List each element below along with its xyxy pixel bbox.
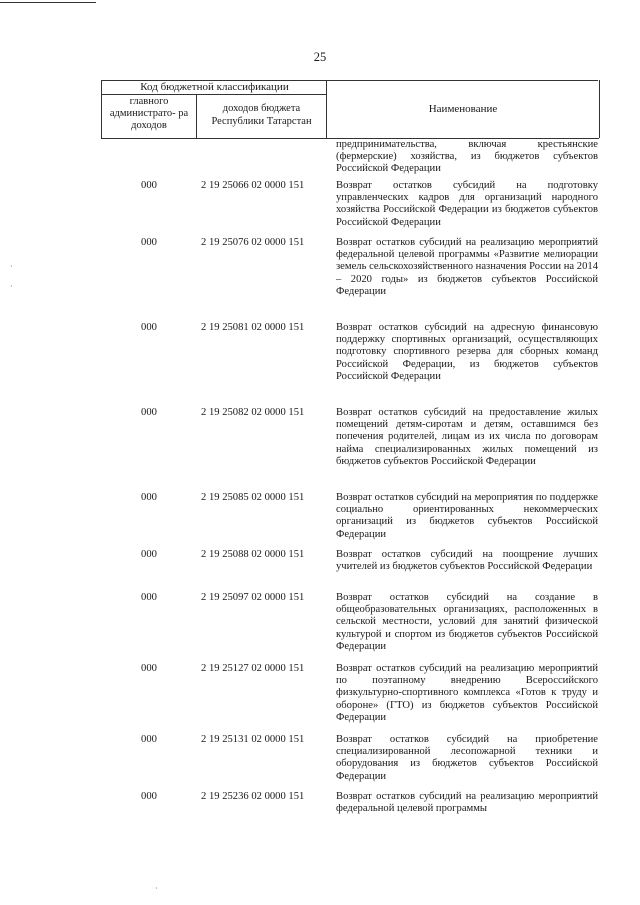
header-admin-column: главного администрато- ра доходов — [101, 94, 197, 138]
row-name: Возврат остатков субсидий на мероприятия по поддержке социально ориентированных некоммерческих организаций из бюджетов субъектов Российской Федерации — [336, 492, 598, 540]
row-name: Возврат остатков субсидий на поощрение лучших учителей из бюджетов субъектов Российской Федерации — [336, 549, 598, 573]
admin-code: 000 — [141, 180, 157, 191]
scan-mark: · — [155, 884, 158, 893]
row-name: Возврат остатков субсидий на подготовку управленческих кадров для организаций народного хозяйства Российской Федерации из бюджетов субъектов Российской Федерации — [336, 180, 598, 228]
budget-code: 2 19 25085 02 0000 151 — [201, 492, 305, 503]
budget-code: 2 19 25097 02 0000 151 — [201, 592, 305, 603]
budget-code: 2 19 25076 02 0000 151 — [201, 237, 305, 248]
budget-code: 2 19 25088 02 0000 151 — [201, 549, 305, 560]
admin-code: 000 — [141, 663, 157, 674]
row-name: Возврат остатков субсидий на реализацию мероприятий федеральной целевой программы «Развитие мелиорации земель сельскохозяйственного назначения России на 2014 – 2020 годы» из бюджетов субъектов Российской Федерации — [336, 237, 598, 297]
page-number: 25 — [313, 50, 327, 64]
row-name: Возврат остатков субсидий на приобретение специализированной лесопожарной техники и оборудования из бюджетов субъектов Российской Федерации — [336, 734, 598, 782]
corner-rule — [0, 2, 96, 3]
admin-code: 000 — [141, 549, 157, 560]
admin-code: 000 — [141, 407, 157, 418]
row-name: Возврат остатков субсидий на создание в общеобразовательных организациях, расположенных в сельской местности, условий для занятий физической культурой и спортом из бюджетов субъектов Российской Федерации — [336, 592, 598, 652]
budget-code: 2 19 25081 02 0000 151 — [201, 322, 305, 333]
budget-code: 2 19 25082 02 0000 151 — [201, 407, 305, 418]
row-name: Возврат остатков субсидий на реализацию мероприятий по поэтапному внедрению Всероссийского физкультурно-спортивного комплекса «Готов к труду и обороне» (ГТО) из бюджетов субъектов Российской Федерации — [336, 663, 598, 723]
budget-code: 2 19 25066 02 0000 151 — [201, 180, 305, 191]
scan-mark: · — [10, 282, 13, 291]
row-name: Возврат остатков субсидий на адресную финансовую поддержку спортивных организаций, осуществляющих подготовку спортивного резерва для сборных команд Российской Федерации, из бюджетов субъектов Российской Федерации — [336, 322, 598, 382]
budget-code: 2 19 25131 02 0000 151 — [201, 734, 305, 745]
admin-code: 000 — [141, 492, 157, 503]
header-group-label: Код бюджетной классификации — [101, 80, 327, 95]
budget-code: 2 19 25127 02 0000 151 — [201, 663, 305, 674]
admin-code: 000 — [141, 791, 157, 802]
row-name: Возврат остатков субсидий на реализацию мероприятий федеральной целевой программы — [336, 791, 598, 815]
continuation-text: предпринимательства, включая крестьянские (фермерские) хозяйства, из бюджетов субъектов Российской Федерации — [336, 139, 598, 175]
header-income-column: доходов бюджета Республики Татарстан — [211, 103, 312, 127]
admin-code: 000 — [141, 322, 157, 333]
budget-code: 2 19 25236 02 0000 151 — [201, 791, 305, 802]
admin-code: 000 — [141, 237, 157, 248]
admin-code: 000 — [141, 734, 157, 745]
scan-mark: · — [10, 262, 13, 271]
row-name: Возврат остатков субсидий на предоставление жилых помещений детям-сиротам и детям, оставшимся без попечения родителей, лицам из их числа по договорам найма специализированных жилых помещений из бюджетов субъектов Российской Федерации — [336, 407, 598, 467]
admin-code: 000 — [141, 592, 157, 603]
header-name-column: Наименование — [326, 80, 600, 138]
